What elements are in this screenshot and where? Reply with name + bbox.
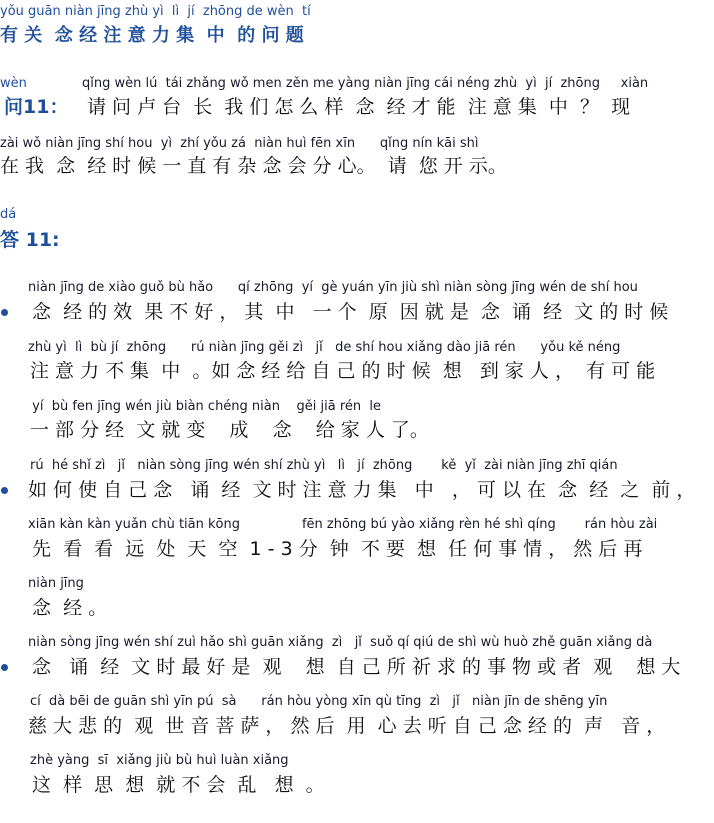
page-title: 有 关 念 经 注 意 力 集 中 的 问 题 xyxy=(0,25,304,46)
bullet-dot xyxy=(1,664,8,671)
bullet-3-line-1: 念 诵 经 文 时 最 好 是 观 想 自 己 所 祈 求 的 事 物 或 者 观 想 大 xyxy=(32,656,681,678)
question-label-pinyin: wèn xyxy=(0,76,27,91)
bullet-dot xyxy=(1,487,8,494)
bullet-2-line-3-pinyin: niàn jīng xyxy=(28,576,84,591)
bullet-dot xyxy=(1,309,8,316)
question-line2: 在 我 念 经 时 候 一 直 有 杂 念 会 分 心。 请 您 开 示。 xyxy=(0,155,507,177)
bullet-3-line-2-pinyin: cí dà bēi de guān shì yīn pú sà rán hòu yòng xīn qù tīng zì jǐ niàn jīn de shēng yīn xyxy=(30,694,608,709)
bullet-1-line-1-pinyin: niàn jīng de xiào guǒ bù hǎo qí zhōng yí gè yuán yīn jiù shì niàn sòng jīng wén de shí hou xyxy=(28,280,638,295)
bullet-3-line-1-pinyin: niàn sòng jīng wén shí zuì hǎo shì guān xiǎng zì jǐ suǒ qí qiú de shì wù huò zhě guān xiǎng dà xyxy=(28,635,653,650)
bullet-1-line-1: 念 经 的 效 果 不 好 ， 其 中 一 个 原 因 就 是 念 诵 经 文 的 时 候 xyxy=(32,301,669,323)
bullet-2-line-2: 先 看 看 远 处 天 空 1 - 3 分 钟 不 要 想 任 何 事 情 ， 然 后 再 xyxy=(32,538,643,560)
bullet-2-line-1-pinyin: rú hé shǐ zì jǐ niàn sòng jīng wén shí zhù yì lì jí zhōng kě yǐ zài niàn jīng zhī qián xyxy=(30,458,618,473)
bullet-2-line-1: 如 何 使 自 己 念 诵 经 文 时 注 意 力 集 中 ， 可 以 在 念 经 之 前 ， xyxy=(28,479,696,501)
answer-label-pinyin: dá xyxy=(0,207,17,222)
bullet-1-line-2-pinyin: zhù yì lì bù jí zhōng rú niàn jīng gěi zì jǐ de shí hou xiǎng dào jiā rén yǒu kě néng xyxy=(28,340,621,355)
bullet-3-line-3: 这 样 思 想 就 不 会 乱 想 。 xyxy=(32,774,325,796)
question-line2-pinyin: zài wǒ niàn jīng shí hou yì zhí yǒu zá niàn huì fēn xīn qǐng nín kāi shì xyxy=(0,136,479,151)
question-label: 问11： xyxy=(4,96,69,118)
question-line1: 请 问 卢 台 长 我 们 怎 么 样 念 经 才 能 注 意 集 中 ？ 现 xyxy=(87,96,631,118)
title-pinyin: yǒu guān niàn jīng zhù yì lì jí zhōng de wèn tí xyxy=(0,4,311,19)
question-line1-pinyin: qǐng wèn lú tái zhǎng wǒ men zěn me yàng niàn jīng cái néng zhù yì jí zhōng xiàn xyxy=(82,76,649,91)
bullet-2-line-3: 念 经 。 xyxy=(32,597,108,619)
bullet-3-line-2: 慈 大 悲 的 观 世 音 菩 萨 ， 然 后 用 心 去 听 自 己 念 经 的 声 音 ， xyxy=(28,715,666,737)
answer-label: 答 11: xyxy=(0,229,60,251)
bullet-2-line-2-pinyin: xiān kàn kàn yuǎn chù tiān kōng fēn zhōng bú yào xiǎng rèn hé shì qíng rán hòu zài xyxy=(28,517,658,532)
bullet-3-line-3-pinyin: zhè yàng sī xiǎng jiù bù huì luàn xiǎng xyxy=(30,753,289,768)
bullet-1-line-3: 一 部 分 经 文 就 变 成 念 给 家 人 了。 xyxy=(30,419,429,441)
bullet-1-line-2: 注 意 力 不 集 中 。如 念 经 给 自 己 的 时 候 想 到 家 人 ， 有 可 能 xyxy=(30,360,656,382)
bullet-1-line-3-pinyin: yí bù fen jīng wén jiù biàn chéng niàn gěi jiā rén le xyxy=(28,399,381,414)
